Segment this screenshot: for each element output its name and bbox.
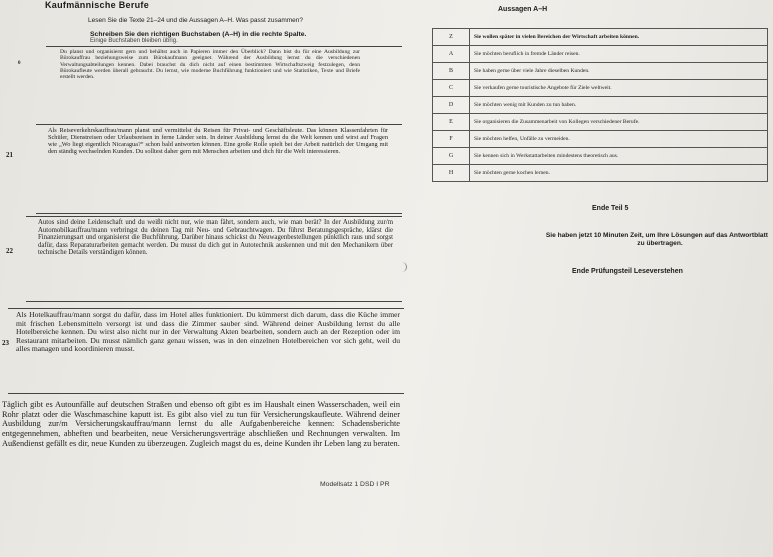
statement-letter: H [448,170,454,176]
page-curl-decoration [400,262,407,272]
statement-row-f [433,131,767,148]
statements-table [432,28,768,182]
text-body: Als Reiseverkehrskauffrau/mann planst und vermittelst du Reisen für Privat- und Geschäftsleute. Das können Klassenfahrten für Schüler, Dienstreisen oder Urlaubsreisen in ferne Länder sein. In deiner Ausbildung lernst du die Welt kennen und wirst auf Fragen wie „Wo liegt eigentlich Nicaragua?“ schon bald antworten können. Eine große Rolle spielt bei der Arbeit natürlich der Umgang mit den ständig wechselnden Kunden. Du solltest daher gern mit Menschen arbeiten und dich für die Welt interessieren. [48,127,388,156]
statement-letter: B [448,68,453,74]
text-row-0 [18,46,402,131]
statement-letter: A [448,51,454,57]
text-body: Autos sind deine Leidenschaft und du weißt nicht nur, wie man fährt, sondern auch, wie man berät? In der Ausbildung zur/m Automobilkauffrau/mann verbringst du deinen Tag mit Neu- und Gebrauchtwagen. Du führst Beratungsgespräche, klärst die Finanzierungsart und organisierst die Buchführung. Darüber hinaus schickst du Neuwagenbestellungen pünktlich raus und sorgst dafür, dass Reparaturarbeiten gemacht werden. Du musst du dich gut in Autotechnik auskennen und mit den Mechanikern über technische Details verständigen können. [38,219,393,257]
statement-row-z [433,29,767,46]
statement-row-e [433,114,767,131]
statement-text: Sie haben gerne über viele Jahre dieselben Kunden. [469,63,767,79]
page-footer: Modellsatz 1 DSD I PR [320,481,390,488]
statement-row-d [433,97,767,114]
task-note: Einige Buchstaben bleiben übrig. [90,38,178,44]
statement-letter: G [448,153,454,159]
text-number: 22 [6,247,13,255]
text-body: Du planst und organisierst gern und behältst auch in Papieren immer den Überblick? Dann bist du für eine Ausbildung zur Bürokauffrau beziehungsweise zum Bürokaufmann geeignet. Während der Ausbildung lernst du die verschiedenen Verwaltungsabteilungen kennen. Dabei brauchst du dich nicht auf einen bestimmten Wirtschaftszweig festzulegen, denn Bürokaufleute werden überall gebraucht. Du lernst, wie moderne Buchführung funktioniert und wie Statistiken, Texte und Briefe erstellt werden. [60,49,360,80]
time-notice-line2: zu übertragen. [637,240,683,248]
statement-row-a [433,46,767,63]
statement-text: Sie organisieren die Zusammenarbeit von Kollegen verschiedener Berufe. [469,114,767,130]
statement-letter: C [448,85,453,91]
text-row-21 [6,124,402,214]
statement-letter: Z [449,34,453,40]
statement-text: Sie wollen später in vielen Bereichen der Wirtschaft arbeiten können. [469,29,767,45]
text-body: Als Hotelkauffrau/mann sorgst du dafür, dass im Hotel alles funktioniert. Du kümmerst dich darum, dass die Küche immer mit frischen Lebensmitteln versorgt ist und dass die Zimmer sauber sind. Während deiner Ausbildung lernst du alle Hotelbereiche kennen. Du wirst also nicht nur in der Verwaltung Akten bearbeiten, sondern auch an der Rezeption oder im Restaurant mitarbeiten. Du musst nämlich ganz genau wissen, was in den einzelnen Hotelbereichen vor sich geht, weil du alles managen und koordinieren musst. [16,310,400,353]
task-instruction: Lesen Sie die Texte 21–24 und die Aussagen A–H. Was passt zusammen? [88,17,303,24]
text-body: Täglich gibt es Autounfälle auf deutschen Straßen und ebenso oft gibt es im Haushalt einen Wasserschaden, weil ein Rohr platzt oder die Waschmaschine kaputt ist. Es gibt also viel zu tun für Versicherungskaufleute. Während deiner Ausbildung zur/m Versicherungskauffrau/mann lernst du alle Aufgabenbereiche kennen: Schadensberichte entgegennehmen, abheften und bearbeiten, neue Versicherungsverträge abschließen und Rechnungen verwalten. Im Außendienst gefällt es dir, neue Kunden zu überzeugen. Zugleich magst du es, deine Kunden ihr Leben lang zu beraten. [2,400,400,448]
text-row-22 [6,216,402,302]
text-number: 0 [18,61,21,66]
statement-text: Sie verkaufen gerne touristische Angebote für Ziele weltweit. [469,80,767,96]
text-number: 21 [6,151,13,159]
statement-row-c [433,80,767,97]
section-header: Kaufmännische Berufe [45,0,150,10]
text-number: 23 [2,339,9,347]
statement-row-b [433,63,767,80]
statement-text: Sie möchten wenig mit Kunden zu tun haben. [469,97,767,113]
text-row-24 [0,398,404,518]
statement-row-g [433,148,767,165]
statement-text: Sie möchten beruflich in fremde Länder reisen. [469,46,767,62]
statement-letter: E [449,119,453,125]
statement-text: Sie möchten helfen, Unfälle zu vermeiden. [469,131,767,147]
text-row-23 [2,308,404,394]
end-of-part-label: Ende Teil 5 [592,205,629,212]
statement-text: Sie möchten gerne kochen lernen. [469,165,767,181]
statement-text: Sie kennen sich in Werkstattarbeiten mindestens theoretisch aus. [469,148,767,164]
statement-row-h [433,165,767,181]
statement-letter: F [449,136,453,142]
time-notice [512,232,768,248]
statement-letter: D [448,102,454,108]
task-subinstruction: Schreiben Sie den richtigen Buchstaben (A–H) in die rechte Spalte. [90,31,307,38]
end-of-exam-label: Ende Prüfungsteil Leseverstehen [572,268,683,275]
statements-header: Aussagen A–H [498,6,548,13]
time-notice-line1: Sie haben jetzt 10 Minuten Zeit, um Ihre Lösungen auf das Antwortblatt [545,232,768,239]
